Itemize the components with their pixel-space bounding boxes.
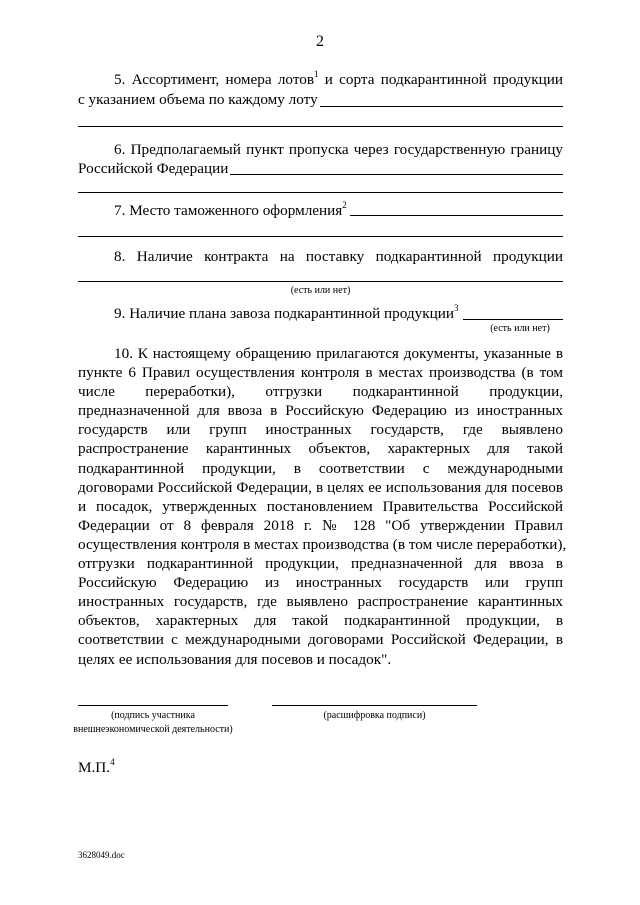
item-6-line-2: Российской Федерации [78,160,229,177]
item-9-fill-line[interactable] [463,319,563,320]
item-10-line: и посадок, утвержденных постановлением Правительства Российской [78,497,563,515]
item-10-line: иностранных государств, где выявлено распространение карантинных [78,593,563,611]
signature-line[interactable] [78,705,228,706]
signature-transcript-line[interactable] [272,705,477,706]
stamp-place [78,759,115,777]
item-10-line: Российскую Федерацию из иностранных государств или групп [78,574,563,592]
item-8-caption: (есть или нет) [290,285,351,296]
signature-transcript-caption: (расшифровка подписи) [323,710,426,721]
item-10-line: соответствии с международными договорами Российской Федерации, в [78,631,563,649]
item-10-line: государств или групп иностранных государств, где выявлено [78,421,563,439]
item-10-line: объектов, характерных для такой подкарантинной продукции, в [78,612,563,630]
footnote-ref-4: 4 [110,757,115,767]
item-6-fill-line-2[interactable] [78,192,563,193]
item-7-fill-line[interactable] [350,215,563,216]
item-10-line: Федерации от 8 февраля 2018 г. № 128 "Об утверждении Правил [78,516,563,534]
item-5-line-1 [114,70,563,89]
item-6-fill-line[interactable] [230,174,563,175]
item-5-text-b: и сорта подкарантинной продукции [318,71,564,88]
footnote-ref-3: 3 [453,303,459,313]
footnote-ref-1: 1 [314,69,319,79]
item-10-line: пункте 6 Правил осуществления контроля в местах производства (в том [78,364,563,382]
item-5-line-2: с указанием объема по каждому лоту [78,91,318,108]
item-10-line: договорами Российской Федерации, в целях ее использования для посевов [78,478,563,496]
item-10-line: целях ее использования для посевов и посадок". [78,650,392,668]
item-5-fill-line-2[interactable] [78,126,563,127]
item-10-line: осуществления контроля в местах производства (в том числе переработки), [78,535,567,553]
item-10-paragraph [78,344,567,669]
item-10-line: отгрузки подкарантинной продукции, предназначенной для ввоза в [78,555,563,573]
item-7-fill-line-2[interactable] [78,236,563,237]
item-10-line: 10. К настоящему обращению прилагаются документы, указанные в [114,345,563,362]
item-9-line [114,304,458,323]
item-10-line: подкарантинной продукции, в соответствии с международными [78,459,563,477]
page-number: 2 [316,33,324,50]
signature-caption-1: (подпись участника [111,710,195,721]
stamp-text: М.П. [78,759,111,776]
item-5-text-a: 5. Ассортимент, номера лотов [114,71,315,88]
item-6-line-1: 6. Предполагаемый пункт пропуска через государственную границу [114,141,563,158]
item-10-line: распространение карантинных объектов, характерных для такой [78,440,563,458]
item-7-text: 7. Место таможенного оформления [114,202,343,219]
document-id: 3628049.doc [78,850,125,860]
item-10-line: предназначенной для ввоза в Российскую Федерацию из иностранных [78,402,563,420]
item-8-fill-line[interactable] [78,281,563,282]
item-10-line: числе переработки), отгрузки подкарантинной продукции, [78,383,563,401]
signature-caption-2: внешнеэкономической деятельности) [73,724,233,735]
item-5-fill-line[interactable] [320,106,563,107]
item-9-text: 9. Наличие плана завоза подкарантинной продукции [114,305,454,322]
item-8-line: 8. Наличие контракта на поставку подкарантинной продукции [114,248,563,265]
item-7-line [114,201,347,220]
footnote-ref-2: 2 [342,200,347,210]
item-9-caption: (есть или нет) [490,323,550,334]
